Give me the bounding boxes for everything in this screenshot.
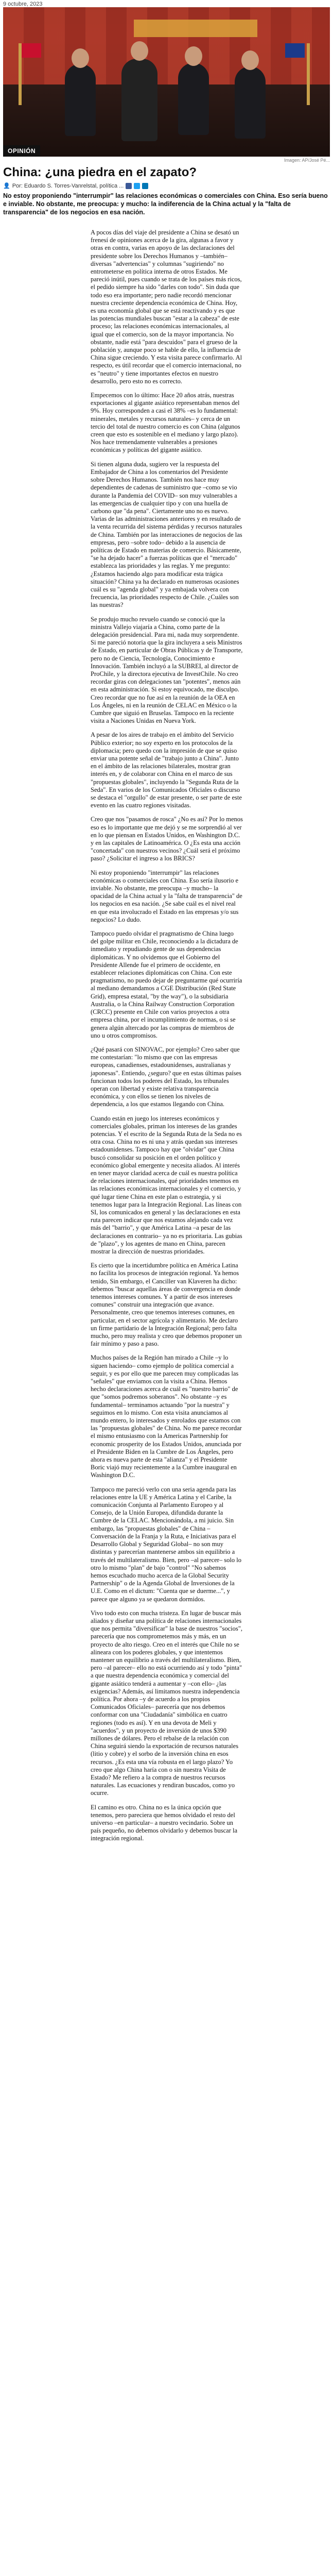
byline [3, 182, 330, 189]
byline-text[interactable]: Por: Eduardo S. Torres-Vanrelstal, política ... [12, 182, 124, 189]
person-head [131, 41, 148, 61]
paragraph: Tampoco puedo olvidar el pragmatismo de China luego del golpe militar en Chile, reconociendo a la dictadura de inmediato y repudiando gente de sus dependencias diplomáticas. Y no olvidemos que el Gobierno del Presidente Allende fue el primero de occidente, en establecer relaciones diplomáticas con China. Con este pragmatismo, no puedo dejar de preguntarme qué ocurriría al mediano demandamos a CGE Distribución (Red State Grid), empresa estatal, "by the way"), o la subsidiaria Australia, o la China Railway Construction Corporation (CRCC) presente en Chile con varios proyectos a otra empresa china, por el incumplimiento de normas, o si se genera algún altercado por las compras de miembros de uno u otros compromisos. [91, 930, 242, 1039]
paragraph: A pesar de los aires de trabajo en el ámbito del Servicio Público exterior; no soy experto en los protocolos de la diplomacia; pero quedo con la impresión de que se quiso enviar una potente señal de "trabajo junto a China". Junto en el ámbito de las relaciones bilaterales, mostrar gran interés en, y de colaborar con China en el marco de sus "propuestas globales", incluyendo la "Segunda Ruta de la Seda". En varios de los Comunicados Oficiales o discurso se destaca el "orgullo" de estar presente, o ser parte de este evento en las cuatro regiones visitadas. [91, 731, 242, 809]
person-figure [235, 66, 266, 139]
paragraph: Es cierto que la incertidumbre política en América Latina no facilita los procesos de integración regional. Ya hemos tenido, Sin embargo, el Canciller van Klaveren ha dicho: debemos "buscar aquellas áreas de convergencia en donde tenemos intereses comunes. Y a partir de esos intereses comunes" construir una integración que avance. Personalmente, creo que tenemos intereses comunes, en particular, en el sector agrícola y alimentario. Me declaro un firme partidario de la Integración Regional; pero falta mucho, pero muy realista y creo que debemos proponer un fair mínimo y paso a paso. [91, 1262, 242, 1348]
paragraph: Se produjo mucho revuelo cuando se conoció que la ministra Vallejo viajaría a China, como parte de la delegación presidencial. Para mi, nada muy sorprendente. Si me pareció notoria que la gira incluyera a seis Ministros de Estado, en particular de Obras Públicas y de Transporte, pero no de Ciencia, Tecnología, Conocimiento e Innovación. También incluyó a la SUBREI, al director de ProChile, y la directora ejecutiva de InvestChile. No creo recordar giras con delegaciones tan "potentes", menos aún en esta administración. Si estoy equivocado, me disculpo. Creo recordar que no fue así en la reunión de la OEA en Los Ángeles, ni en la reunión de CELAC en México o la Cumbre que siguió en Bruselas. Tampoco en la reciente visita a Naciones Unidas en Nueva York. [91, 615, 243, 725]
flag-left [22, 43, 41, 58]
person-figure [65, 64, 96, 136]
person-head [185, 46, 202, 66]
paragraph: Empecemos con lo último: Hace 20 años atrás, nuestras exportaciones al gigante asiático representaban menos del 9%. Hoy corresponden a casi el 38% –es lo fundamental: minerales, metales y recursos naturales– y cerca de un tercio del total de nuestro comercio es con China (algunos creen que esto es sostenible en el mediano y largo plazo). Nos hace tremendamente vulnerables a presiones económicas y políticas del gigante asiático. [91, 392, 240, 454]
paragraph: Vivo todo esto con mucha tristeza. En lugar de buscar más aliados y diseñar una política de relaciones internacionales que nos permita "diversificar" la base de nuestros "socios", parecería que nos comprometemos más y más, en un proyecto de alto riesgo. Creo en el interés que Chile no se alineara con los poderes globales, y que intentemos mantener un equilibrio a través del multilateralismo. Bien, pero –al parecer– ello no está ocurriendo así y todo "pinta" a que nuestra dependencia económica y comercial del gigante asiático tenderá a aumentar y –con ello– ¿las exigencias? Además, así limitamos nuestra independencia política. Por ahora –y de acuerdo a los propios Comunicados Oficiales– parecería que nos debemos conformar con una "Ciudadanía" simbólica en cuatro regiones (todo es así). Y en una devota de Meli y "acuerdos", y un proyecto de inversión de unos $390 millones de dólares. Pero el rebalse de la relación con China seguirá siendo la exportación de recursos naturales (litio y cobre) y el sorbo de la inversión china en esos recursos. ¿Es esta una vía robusta en el largo plazo? Yo creo que algo China haría con o sin nuestra Visita de Estado? Me refiero a la compra de nuestros recursos naturales. Las ecuaciones y rendiran buscados, como yo ocurre. [91, 1609, 242, 1797]
hero-banner [134, 20, 257, 37]
flag-right [285, 43, 305, 58]
paragraph: A pocos días del viaje del presidente a China se desató un frenesí de opiniones acerca de la gira, algunas a favor y otras en contra, varias en apoyo de las declaraciones del presidente sobre los Derechos Humanos y –también– diversas "advertencias" y columnas "sugiriendo" no entrometerse en política interna de otros Estados. Me pareció inútil, pues cuando se trata de los países más ricos, el pedido siempre ha sido "darles con todo". Sin duda que todo eso era importante; pero nadie recordó mencionar nuestra creciente dependencia económica de China. Hoy, es una economía global que se está reactivando y es que las potencias mundiales buscan "estar a la cabeza" de este proceso; las relaciones económicas internacionales, al igual que el comercio, son de la mayor importancia. No obstante, nadie está "para descuidos" para el grueso de la población y, aunque poco se hable de ello, la influencia de China sigue creciendo. Y esta visita parece confirmarlo. Al respecto, es útil recordar que el comercio internacional, no es "neutro" y tiene importantes efectos en nuestro desarrollo, pero esto no es correcto. [91, 229, 242, 385]
flag-pole-right [307, 43, 310, 105]
person-head [72, 48, 89, 68]
photo-credit: Imagen: AP/José Pé... [284, 158, 330, 163]
article-title: China: ¿una piedra en el zapato? [3, 165, 197, 179]
paragraph: Creo que nos "pasamos de rosca" ¿No es así? Por lo menos eso es lo importante que me dejó y se me sorprendió al ver en lo que piensan en Estados Unidos, en Washington D.C. y en las capitales de Latinoamérica. O ¿Es esta una acción "concertada" con nuestros vecinos? ¿Cuál será el próximo paso? ¿Solicitar el ingreso a los BRICS? [91, 816, 243, 862]
section-label[interactable]: OPINIÓN [3, 145, 40, 157]
hero-stage [3, 84, 330, 157]
paragraph: ¿Qué pasará con SINOVAC, por ejemplo? Creo saber que me contestarían: "lo mismo que con las empresas europeas, canadienses, estadounidenses, australianas y japonesas". Entiendo, ¿seguro? que en estas últimas países funcionan todos los poderes del Estado, los tribunales operan con libertad y existe relativa transparencia económica, y con ellos se tienen los niveles de dependencia, a los que estamos llegando con China. [91, 1045, 241, 1108]
article-body [91, 229, 243, 1849]
paragraph: Tampoco me pareció verlo con una seria agenda para las relaciones entre la UE y América Latina y el Caribe, la comunicación Conjunta al Parlamento Europeo y al Consejo, de la Unión Europea, difundida durante la Cumbre de la CELAC. Mencionándola, a mi juicio. Sin embargo, las "propuestas globales" de China –Conversación de la Franja y la Ruta, e Iniciativas para el Desarrollo Global y Seguridad Global– no son muy distintas y parecerían mantenerse ambos sin equilibrio a través del multilateralismo. Bien, pero –al parecer– solo lo otro lo mismo "plan" de bajo "control" "No sabemos hemos escuchado mucho acerca de la Global Security Partnership" o de la Agenda Global de Inversiones de la U.E. Como en el dictum: "Cuenta que se duerme...", y parece que alguno ya se quedaron dormidos. [91, 1485, 241, 1603]
paragraph: El camino es otro. China no es la única opción que tenemos, pero pareciera que hemos olvidado el resto del universo –en particular– a nuestro vecindario. Sobre un país pequeño, no debemos olvidarlo y debemos buscar la integración regional. [91, 1803, 237, 1842]
paragraph: Muchos países de la Región han mirado a Chile –y lo siguen haciendo– como ejemplo de política comercial a seguir, y es por ello que me parecen muy complicadas las "señales" que enviamos con la visita a China. Hemos hecho declaraciones acerca de cuál es "nuestro barrio" de que "somos podremos soberanos". No obstante –y es fundamental– terminamos actuando "por la nuestra" y seguimos en lo mismo. Con esta visita anunciamos al mundo entero, lo interesados y enrolados que estamos con las "propuestas globales" de China. No me parece recordar el mismo entusiasmo con la Americas Partnership for economic prosperity de los Estados Unidos, anunciada por el Presidente Biden en la Cumbre de Los Ángeles, pero ahora es nueva parte de esta "alianza" y el Presidente Boric viajó muy recientemente a la Cumbre inaugural en Washington D.C. [91, 1354, 242, 1479]
social-share [126, 183, 148, 189]
person-figure [121, 59, 157, 141]
hero-background-curtain [3, 7, 330, 84]
twitter-icon[interactable] [134, 183, 140, 189]
paragraph: Cuando están en juego los intereses económicos y comerciales globales, priman los intereses de las grandes potencias. Y el escrito de la Segunda Ruta de la Seda no es otra cosa. China no es ni una y atrás quedan sus intereses estadounidenses. Tampoco hay que "olvidar" que China buscó consolidar su posición en el orden político y económico global emergente y necesita aliados. Al interés en tener mayor claridad acerca de cuál es nuestra política de relaciones internacionales, qué prioridades tenemos en las relaciones económicas internacionales y el comercio, y qué lugar tiene China en este plan o estrategia, y si tenemos lugar para la Integración Regional. Las líneas con SI, los comunicados en general y las declaraciones en esta ruta parecen indicar que nos estamos alejando cada vez más del "barrio", y que América Latina –a pesar de las declaraciones en contrario– ya no es prioritaria. Las gubias de "plazo", y los agentes de mano en China, parecen mostrar la dirección de nuestras prioridades. [91, 1114, 242, 1255]
person-figure [178, 63, 209, 135]
paragraph: Si tienen alguna duda, sugiero ver la respuesta del Embajador de China a los comentarios del Presidente sobre Derechos Humanos. También nos hace muy dependientes de cadenas de suministro que –como se vio durante la Pandemia del COVID– son muy vulnerables a las emergencias de cualquier tipo y con una huella de carbono que "da pena". Ciertamente uno no es nuevo. Varias de las administraciones anteriores y en resultado de la venta recurrida del sistema pérdidas y recursos naturales de China. También por las interacciones de negocios de las empresas, pero –sobre todo– debido a la ausencia de políticas de Estado en materias de comercio. Básicamente, "se ha dejado hacer" a fuerzas políticas que el "mercado" establezca las prioridades y las reglas. Y me pregunto: ¿Estamos haciendo algo para modificar esta trágica situación? China ya ha declarado en numerosas ocasiones cuál es su "agenda global" y ya embajada volvera con frecuencia, las prioridades respecto de Chile. ¿Cuáles son las nuestras? [91, 460, 242, 609]
facebook-icon[interactable] [126, 183, 132, 189]
person-head [241, 50, 259, 70]
article-lead: No estoy proponiendo "interrumpir" las relaciones económicas o comerciales con China. Eso sería bueno e inviable. No obstante, me preocupa: y mucho: la indiferencia de la China actual y la "falta de transparencia" de los negocios en esa nación. [3, 192, 328, 216]
linkedin-icon[interactable] [142, 183, 148, 189]
hero-image [3, 7, 330, 157]
paragraph: Ni estoy proponiendo "interrumpir" las relaciones económicas o comerciales con China. Eso sería ilusorio e inviable. No obstante, me preocupa –y mucho– la opacidad de la China actual y la "falta de transparencia" de los negocios en esa nación. ¿Se sabe cuál es el nivel real en que esta involucrado el Estado en las empresas y/o sus negocios? Lo dudo. [91, 869, 242, 923]
user-icon: 👤 [3, 183, 10, 189]
article-date: 9 octubre, 2023 [3, 1, 43, 7]
